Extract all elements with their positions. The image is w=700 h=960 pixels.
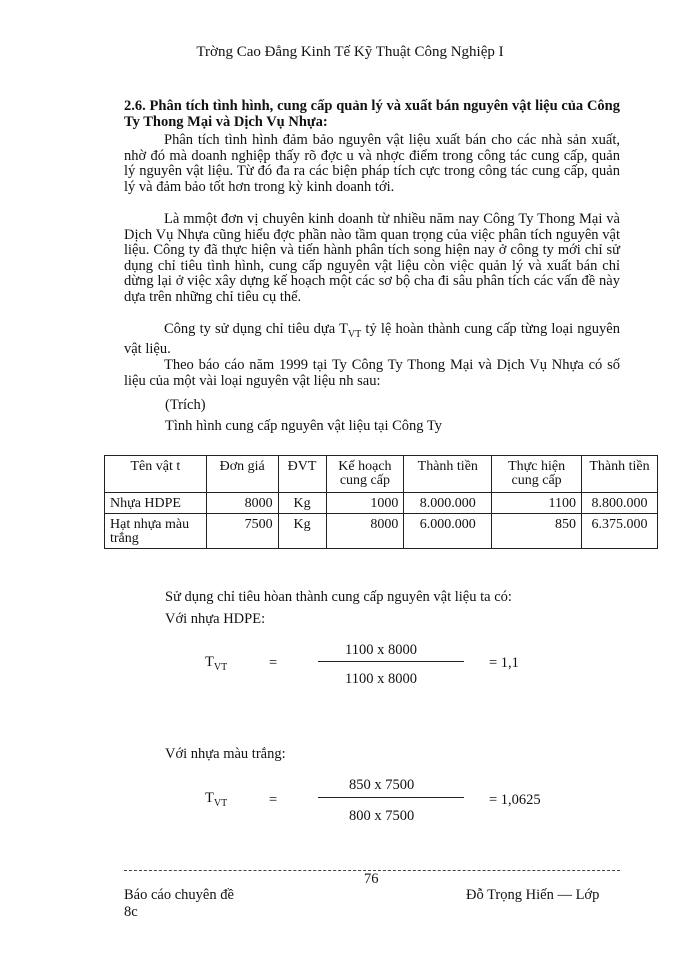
table-caption: Tình hình cung cấp nguyên vật liệu tại Công Ty <box>165 418 442 434</box>
column-header: ĐVT <box>278 456 326 493</box>
paragraph-1 <box>124 133 620 195</box>
formula-2-numerator: 850 x 7500 <box>349 777 415 793</box>
formula-2-equals: = <box>269 792 278 808</box>
formula-1-numerator: 1100 x 8000 <box>345 642 417 658</box>
formula-2-sub: VT <box>213 797 228 809</box>
paragraph-3 <box>124 322 620 358</box>
column-header: Thành tiền <box>581 456 657 493</box>
formula-2-lhs <box>205 790 227 809</box>
footer-left: Báo cáo chuyên đề <box>124 887 234 903</box>
paragraph-2 <box>124 212 620 305</box>
table-cell: 8.800.000 <box>581 493 657 514</box>
table-cell: 8000 <box>326 514 404 549</box>
label-hdpe: Với nhựa HDPE: <box>165 611 266 627</box>
paragraph-4 <box>124 358 620 389</box>
table-cell: Hạt nhựa màu trắng <box>105 514 207 549</box>
supply-table <box>104 455 658 549</box>
paragraph-2-text: Là mmột đơn vị chuyên kinh doanh từ nhiều năm nay Công Ty Thong Mại và Dịch Vụ Nhựa cũng hiểu đợc phần nào tầm quan trọng của việc phân tích nguyên vật liệu. Công ty đã thực hiện và tiến hành phân tích song hiện nay ở công ty mới chỉ sử dụng chỉ tiêu tình hình, cung cấp nguyên vật liệu còn việc quản lý và xuất bán chỉ dừng lại ở việc xây dựng kế hoạch một các sơ bộ cha đi sâu phân tích các vấn đề này dựa trên những chỉ tiêu cụ thể. <box>124 211 620 305</box>
column-header: Đơn giá <box>206 456 278 493</box>
paragraph-1-text: Phân tích tình hình đảm bảo nguyên vật liệu xuất bán cho các nhà sản xuất, nhờ đó mà doanh nghiệp thấy rõ đợc u và nhợc điểm trong công tác cung cấp, quản lý nguyên vật liệu. Từ đó đa ra các biện pháp tích cực trong công tác cung cấp, quản lý và đảm bảo tốt hơn trong kỳ kinh doanh tới. <box>124 132 620 195</box>
paragraph-3-rest: tỷ lệ hoàn thành cung cấp từng loại nguyên vật liệu. <box>124 321 620 358</box>
paragraph-3-sub: VT <box>347 328 362 340</box>
column-header: Thực hiện cung cấp <box>492 456 582 493</box>
column-header: Thành tiền <box>404 456 492 493</box>
formula-2-fraction-bar <box>318 797 464 798</box>
formula-1-result: = 1,1 <box>489 655 519 671</box>
table-cell: 8.000.000 <box>404 493 492 514</box>
table-cell: 1000 <box>326 493 404 514</box>
table-cell: 8000 <box>206 493 278 514</box>
footer-left-class: 8c <box>124 904 138 920</box>
formula-2-t: T <box>205 790 214 806</box>
table-cell: Kg <box>278 514 326 549</box>
formula-2-denominator: 800 x 7500 <box>349 808 415 824</box>
table-cell: Nhựa HDPE <box>105 493 207 514</box>
paragraph-4-text: Theo báo cáo năm 1999 tại Ty Công Ty Thong Mại và Dịch Vụ Nhựa có số liệu của một vài loại nguyên vật liệu nh sau: <box>124 357 620 389</box>
table-cell: 850 <box>492 514 582 549</box>
label-white: Với nhựa màu trắng: <box>165 746 286 762</box>
table-cell: 7500 <box>206 514 278 549</box>
table-cell: 6.000.000 <box>404 514 492 549</box>
formula-1-t: T <box>205 654 214 670</box>
column-header: Kế hoạch cung cấp <box>326 456 404 493</box>
formula-1-equals: = <box>269 655 278 671</box>
section-title: 2.6. Phân tích tình hình, cung cấp quản lý và xuất bán nguyên vật liệu của Công Ty Thong Mại và Dịch Vụ Nhựa: <box>124 98 620 130</box>
table-row <box>105 514 658 549</box>
table-cell: 6.375.000 <box>581 514 657 549</box>
formula-2-result: = 1,0625 <box>489 792 541 808</box>
column-header: Tên vật t <box>105 456 207 493</box>
page-header: Trờng Cao Đẳng Kinh Tế Kỹ Thuật Công Nghiệp I <box>196 44 504 60</box>
table-header-row <box>105 456 658 493</box>
paragraph-3-text: Công ty sử dụng chỉ tiêu dựa T <box>164 321 348 337</box>
formula-1-lhs <box>205 654 227 673</box>
table-row <box>105 493 658 514</box>
table-cell: 1100 <box>492 493 582 514</box>
footer-right: Đỗ Trọng Hiến — Lớp <box>466 887 600 903</box>
formula-1-denominator: 1100 x 8000 <box>345 671 417 687</box>
usage-text: Sử dụng chỉ tiêu hòan thành cung cấp nguyên vật liệu ta có: <box>165 589 512 605</box>
formula-1-sub: VT <box>213 661 228 673</box>
trich-label: (Trích) <box>165 397 206 413</box>
page-number: 76 <box>364 871 379 887</box>
table-cell: Kg <box>278 493 326 514</box>
formula-1-fraction-bar <box>318 661 464 662</box>
